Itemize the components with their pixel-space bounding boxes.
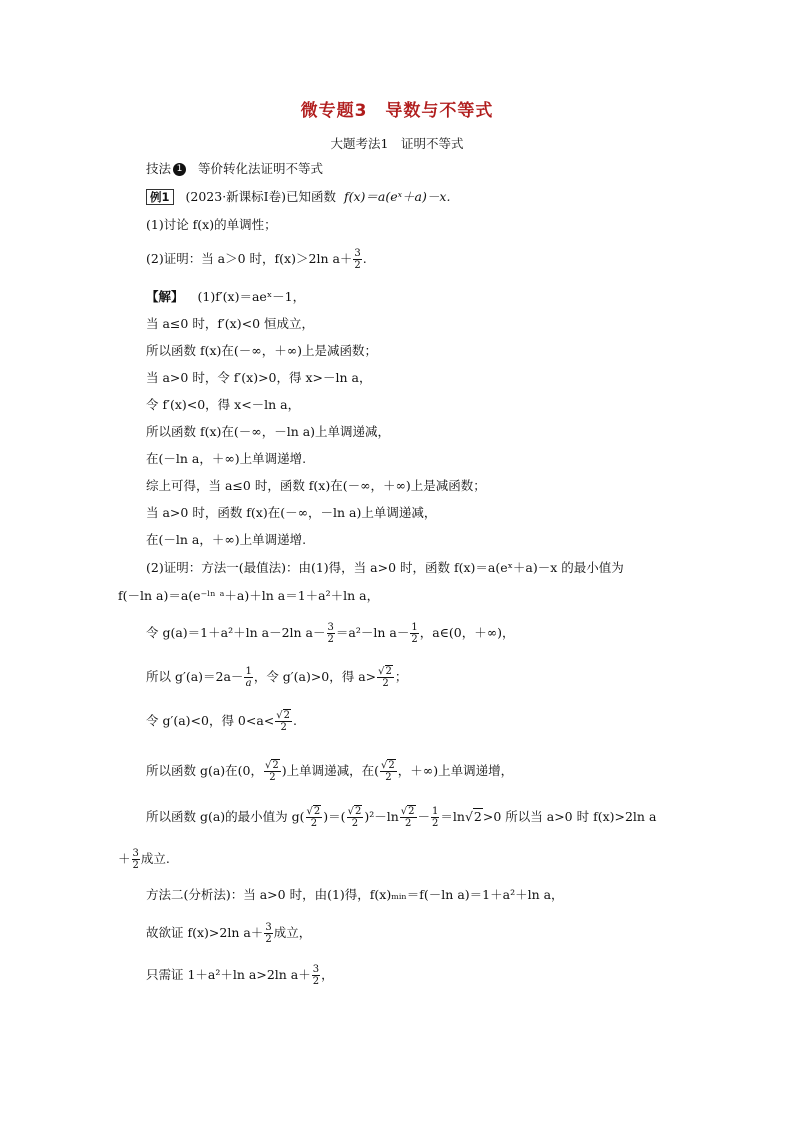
example-part1: (1)讨论 f(x)的单调性； (146, 217, 277, 232)
line16-part-c: ，＋∞)上单调递增， (397, 763, 514, 778)
sqrt-two (307, 806, 322, 817)
line16-part-b: )上单调递减，在( (281, 763, 380, 778)
sqrt-sign: √ (347, 806, 354, 817)
fraction (264, 760, 281, 783)
denominator: 2 (327, 634, 334, 645)
solution-line-5: 令 f′(x)<0，得 x<－ln a， (146, 397, 301, 412)
solution-line-8: 综上可得，当 a≤0 时，函数 f(x)在(－∞，＋∞)上是减函数； (146, 478, 486, 493)
sqrt-two (465, 808, 483, 826)
solution-line-2: 当 a≤0 时，f′(x)<0 恒成立， (146, 316, 314, 331)
example-function: f(x)＝a(eˣ＋a)－x. (343, 189, 451, 204)
example-source: (2023·新课标Ⅰ卷)已知函数 (185, 189, 336, 204)
method-number-icon: 1 (173, 163, 186, 176)
method-heading (146, 160, 323, 178)
radicand: 2 (313, 806, 321, 817)
line17-part-a: 所以函数 g(a)的最小值为 g( (146, 809, 305, 824)
line18-part-a: ＋ (118, 851, 131, 866)
solution-line-10: 在(－ln a，＋∞)上单调递增. (146, 532, 307, 547)
sqrt-two (381, 760, 396, 771)
sqrt-sign: √ (400, 806, 408, 817)
line15-part-a: 令 g′(a)<0，得 0<a< (146, 713, 275, 728)
solution-line-9: 当 a>0 时，函数 f(x)在(－∞，－ln a)上单调递减， (146, 505, 437, 520)
fraction (306, 806, 323, 829)
line15-part-b: . (293, 713, 298, 728)
solution-line-20 (146, 922, 311, 945)
denominator: 2 (280, 722, 287, 733)
solution-line-4: 当 a>0 时，令 f′(x)>0，得 x>－ln a， (146, 370, 372, 385)
radicand: 2 (354, 806, 362, 817)
line17-part-f: >0 所以当 a>0 时 f(x)>2ln a (482, 809, 657, 824)
solution-line-18 (118, 848, 170, 871)
denominator: 2 (385, 772, 392, 783)
example-statement (146, 188, 450, 206)
denominator: 2 (404, 818, 412, 829)
fraction (347, 806, 364, 829)
page-title: 微专题3 导数与不等式 (300, 101, 494, 121)
line18-part-b: 成立. (140, 851, 170, 866)
fraction (275, 710, 292, 733)
radicand: 2 (385, 666, 392, 677)
sqrt-two (276, 710, 291, 721)
fraction (400, 806, 417, 829)
method-label: 技法 (146, 161, 172, 176)
line21-part-a: 只需证 1＋a²＋ln a>2ln a＋ (146, 967, 311, 982)
numerator: 3 (312, 964, 320, 975)
radicand: 2 (283, 710, 291, 721)
sqrt-sign: √ (276, 710, 283, 721)
radicand: 2 (388, 760, 395, 771)
line21-part-b: ， (321, 967, 334, 982)
denominator: 2 (312, 976, 320, 987)
fraction (244, 666, 252, 689)
fraction (264, 922, 272, 945)
sqrt-sign: √ (381, 760, 388, 771)
denominator: 2 (265, 934, 272, 945)
sqrt-sign: √ (464, 809, 473, 824)
line17-part-c: )²－ln (364, 809, 399, 824)
solution-line-21 (146, 964, 334, 987)
sqrt-two (378, 666, 393, 677)
solution-line-7: 在(－ln a，＋∞)上单调递增. (146, 451, 307, 466)
denominator: 2 (351, 818, 359, 829)
solution-line-6: 所以函数 f(x)在(－∞，－ln a)上单调递减， (146, 424, 391, 439)
denominator: 2 (269, 772, 276, 783)
denominator: 2 (432, 818, 439, 829)
part2-end: . (362, 251, 367, 266)
line14-part-b: ，令 g′(a)>0，得 a> (253, 669, 377, 684)
numerator: 3 (327, 622, 334, 633)
line13-part-a: 令 g(a)＝1＋a²＋ln a－2ln a－ (146, 625, 326, 640)
fraction (312, 964, 320, 987)
sqrt-two (348, 806, 363, 817)
fraction (410, 622, 418, 645)
line14-part-c: ； (394, 669, 408, 684)
sqrt-sign: √ (306, 806, 313, 817)
denominator: 2 (382, 678, 389, 689)
part2-text: (2)证明：当 a＞0 时，f(x)＞2ln a＋ (146, 251, 353, 266)
sqrt-sign: √ (265, 760, 272, 771)
sqrt-sign: √ (378, 666, 385, 677)
solution-line-15 (146, 710, 297, 733)
solution-line-17 (146, 806, 656, 829)
line17-part-b: )＝( (323, 809, 346, 824)
example-badge: 例1 (146, 189, 174, 205)
numerator: 3 (354, 248, 361, 259)
numerator: 3 (132, 848, 139, 859)
fraction (380, 760, 397, 783)
fraction (353, 248, 361, 271)
solution-line-11: (2)证明：方法一(最值法)：由(1)得，当 a>0 时，函数 f(x)＝a(eˣ＋a)－x 的最小值为 (146, 560, 624, 575)
section-subtitle: 大题考法1 证明不等式 (330, 136, 464, 151)
fraction (377, 666, 394, 689)
line16-part-a: 所以函数 g(a)在(0， (146, 763, 264, 778)
line14-part-a: 所以 g′(a)＝2a－ (146, 669, 244, 684)
example-part2 (146, 248, 367, 271)
radicand: 2 (473, 809, 482, 824)
line20-part-b: 成立， (273, 925, 312, 940)
sqrt-two (265, 760, 280, 771)
solution-line-14 (146, 666, 407, 689)
fraction (327, 622, 335, 645)
numerator: 1 (432, 806, 439, 817)
line17-part-d: － (417, 809, 431, 824)
solution-line-1-text: (1)f′(x)＝aeˣ－1， (197, 289, 306, 304)
denominator: 2 (354, 260, 361, 271)
line20-part-a: 故欲证 f(x)>2ln a＋ (146, 925, 264, 940)
denominator: 2 (310, 818, 318, 829)
numerator: 1 (411, 622, 418, 633)
denominator: 2 (132, 860, 139, 871)
solution-line-13 (146, 622, 515, 645)
solution-line-12: f(－ln a)＝a(e⁻ˡⁿ ᵃ＋a)＋ln a＝1＋a²＋ln a， (118, 588, 380, 603)
sqrt-two (401, 806, 416, 817)
radicand: 2 (272, 760, 279, 771)
method-text: 等价转化法证明不等式 (198, 161, 324, 176)
denominator: 2 (411, 634, 418, 645)
denominator: a (245, 678, 252, 689)
solution-line-19: 方法二(分析法)：当 a>0 时，由(1)得，f(x)ₘᵢₙ＝f(－ln a)＝1＋a²＋ln a， (146, 887, 564, 902)
solution-tag: 【解】 (146, 289, 184, 304)
radicand: 2 (408, 806, 415, 817)
solution-line-16 (146, 760, 513, 783)
solution-line-3: 所以函数 f(x)在(－∞，＋∞)上是减函数； (146, 343, 377, 358)
fraction (431, 806, 439, 829)
numerator: 3 (265, 922, 272, 933)
numerator: 1 (245, 666, 252, 677)
line17-part-e: ＝ln (440, 809, 465, 824)
solution-line-1 (146, 288, 305, 306)
fraction (132, 848, 140, 871)
line13-part-b: ＝a²－ln a－ (335, 625, 410, 640)
line13-part-c: ，a∈(0，＋∞)， (419, 625, 515, 640)
